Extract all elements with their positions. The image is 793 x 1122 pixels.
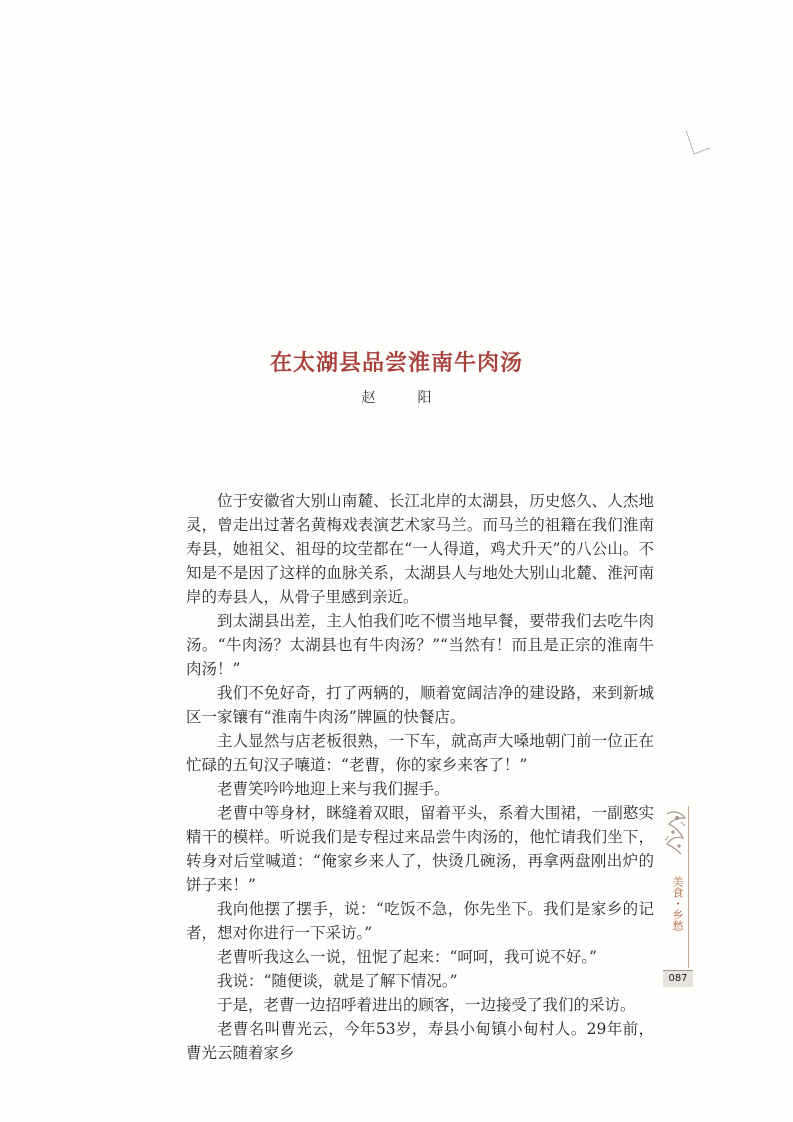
article-title: 在太湖县品尝淮南牛肉汤 bbox=[269, 350, 523, 376]
page-fold-mark bbox=[684, 128, 714, 168]
page-number: 087 bbox=[663, 970, 693, 987]
paragraph: 我说：“随便谈，就是了解下情况。” bbox=[217, 972, 458, 990]
paragraph: 于是，老曹一边招呼着进出的顾客，一边接受了我们的采访。 bbox=[217, 996, 636, 1014]
paragraph: 主人显然与店老板很熟，一下车，就高声大嗓地朝门前一位正在忙碌的五旬汉子嚷道：“老曹，你的家乡来客了！” bbox=[186, 732, 654, 774]
paragraph: 老曹中等身材，眯缝着双眼，留着平头，系着大围裙，一副憨实精干的模样。听说我们是专程过来品尝牛肉汤的，他忙请我们坐下，转身对后堂喊道：“俺家乡来人了，快烫几碗汤，再拿两盘刚出炉的饼子来！” bbox=[186, 804, 654, 894]
paragraph: 我们不免好奇，打了两辆的，顺着宽阔洁净的建设路，来到新城区一家镶有“淮南牛肉汤”牌匾的快餐店。 bbox=[186, 684, 654, 726]
paragraph: 我向他摆了摆手，说：“吃饭不急，你先坐下。我们是家乡的记者，想对你进行一下采访。” bbox=[186, 900, 654, 942]
paragraph: 位于安徽省大别山南麓、长江北岸的太湖县，历史悠久、人杰地灵，曾走出过著名黄梅戏表演艺术家马兰。而马兰的祖籍在我们淮南寿县，她祖父、祖母的坟茔都在“一人得道，鸡犬升天”的八公山。不知是不是因了这样的血脉关系，太湖县人与地处大别山北麓、淮河南岸的寿县人，从骨子里感到亲近。 bbox=[186, 492, 654, 606]
article-author: 赵 阳 bbox=[361, 390, 446, 406]
section-label: 美食・乡愁 bbox=[671, 876, 684, 931]
article-body bbox=[186, 489, 654, 1065]
paragraph: 老曹笑吟吟地迎上来与我们握手。 bbox=[217, 780, 450, 798]
paragraph: 老曹听我这么一说，忸怩了起来：“呵呵，我可说不好。” bbox=[217, 948, 598, 966]
paragraph: 到太湖县出差，主人怕我们吃不惯当地早餐，要带我们去吃牛肉汤。“牛肉汤？太湖县也有牛肉汤？”“当然有！而且是正宗的淮南牛肉汤！” bbox=[186, 612, 654, 678]
paragraph: 老曹名叫曹光云，今年53岁，寿县小甸镇小甸村人。29年前，曹光云随着家乡 bbox=[186, 1020, 654, 1062]
floral-ornament-icon bbox=[663, 808, 689, 856]
